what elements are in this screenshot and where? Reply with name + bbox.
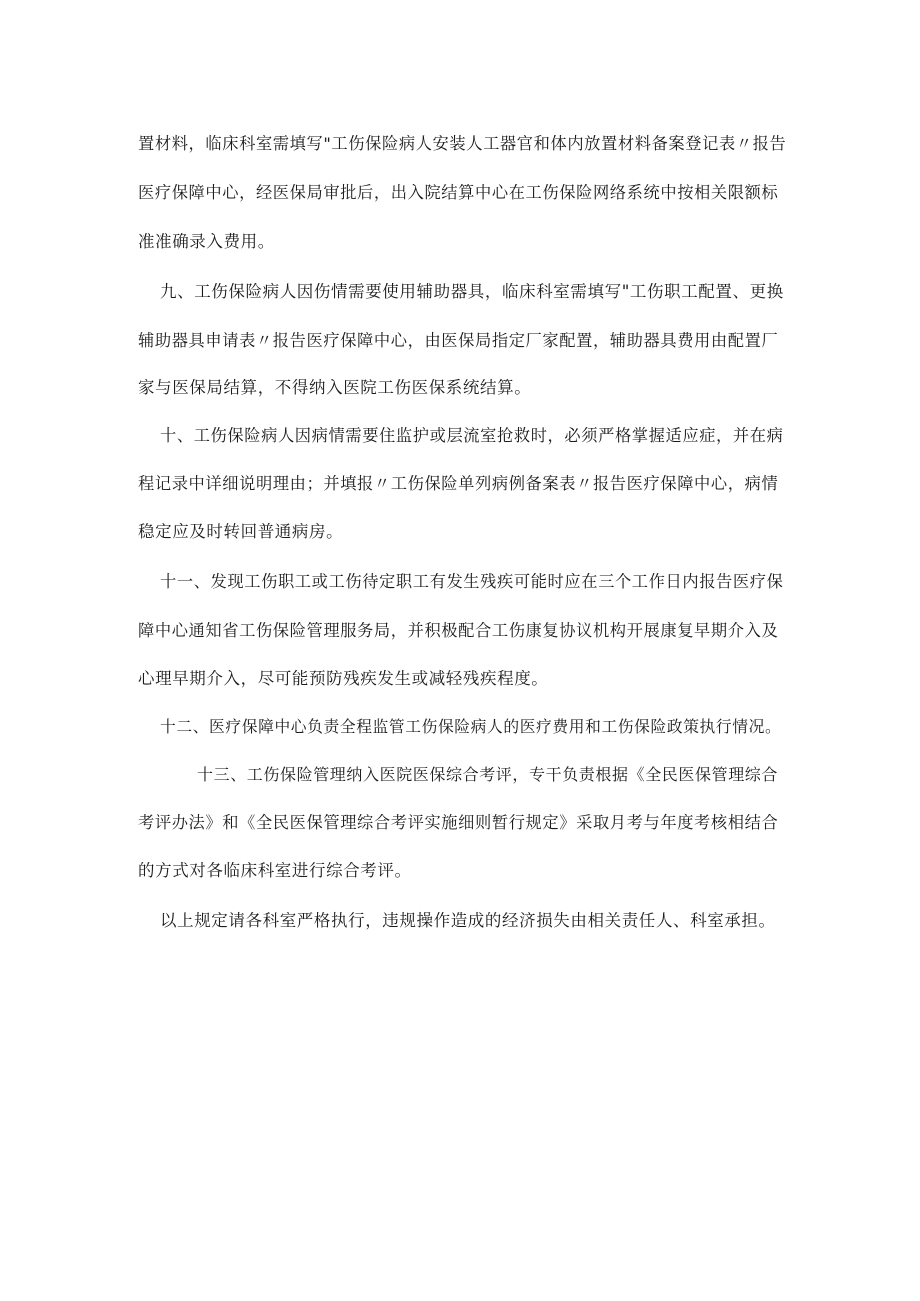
text-line: 以上规定请各科室严格执行，违规操作造成的经济损失由相关责任人、科室承担。 bbox=[160, 911, 776, 930]
text-line: 十三、工伤保险管理纳入医院医保综合考评，专干负责根据《全民医保管理综合 bbox=[197, 765, 779, 784]
text-line: 辅助器具申请表〃报告医疗保障中心，由医保局指定厂家配置，辅助器具费用由配置厂 bbox=[138, 331, 779, 350]
text-line: 障中心通知省工伤保险管理服务局，并积极配合工伤康复协议机构开展康复早期介入及 bbox=[138, 621, 779, 640]
text-line: 稳定应及时转回普通病房。 bbox=[138, 522, 344, 541]
text-line: 十、工伤保险病人因病情需要住监护或层流室抢救时，必须严格掌握适应症，并在病 bbox=[160, 426, 784, 445]
text-line: 准准确录入费用。 bbox=[138, 232, 275, 251]
text-line: 心理早期介入，尽可能预防残疾发生或减轻残疾程度。 bbox=[138, 669, 549, 688]
text-line: 置材料，临床科室需填写"工伤保险病人安装人工器官和体内放置材料备案登记表〃报告 bbox=[138, 134, 787, 153]
text-line: 十一、发现工伤职工或工伤待定职工有发生残疾可能时应在三个工作日内报告医疗保 bbox=[160, 572, 784, 591]
text-line: 医疗保障中心，经医保局审批后，出入院结算中心在工伤保险网络系统中按相关限额标 bbox=[138, 183, 779, 202]
text-line: 程记录中详细说明理由；并填报〃工伤保险单列病例备案表〃报告医疗保障中心，病情 bbox=[138, 474, 779, 493]
text-line: 的方式对各临床科室进行综合考评。 bbox=[138, 861, 412, 880]
text-line: 九、工伤保险病人因伤情需要使用辅助器具，临床科室需填写"工伤职工配置、更换 bbox=[160, 282, 784, 301]
text-line: 家与医保局结算，不得纳入医院工伤医保系统结算。 bbox=[138, 378, 532, 397]
text-line: 考评办法》和《全民医保管理综合考评实施细则暂行规定》采取月考与年度考核相结合 bbox=[138, 813, 779, 832]
text-line: 十二、医疗保障中心负责全程监管工伤保险病人的医疗费用和工伤保险政策执行情况。 bbox=[160, 717, 782, 736]
